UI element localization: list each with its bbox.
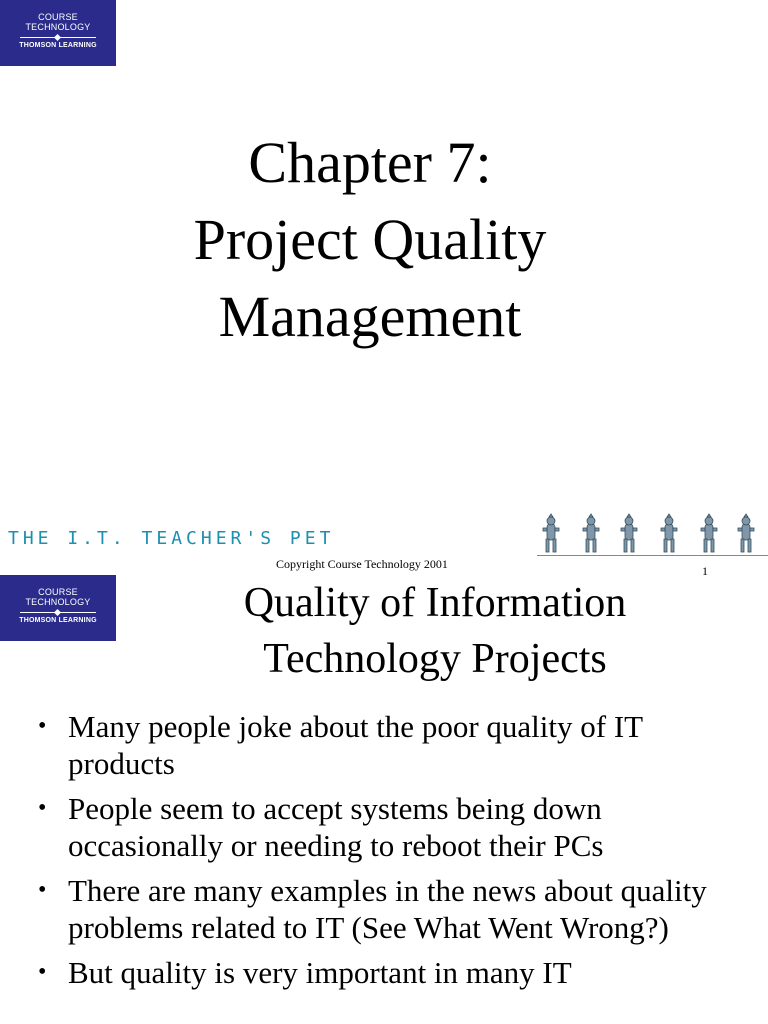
bullet-icon: • [38, 877, 47, 903]
robot-dog-icon [661, 514, 677, 552]
bullet-text: People seem to accept systems being down occasionally or needing to reboot their PCs [68, 791, 604, 863]
copyright-notice: Copyright Course Technology 2001 [276, 557, 448, 571]
robot-dog-mascot-row [538, 510, 768, 555]
logo-line-2: TECHNOLOGY [25, 597, 91, 607]
bullet-item [38, 790, 748, 864]
title-line: Management [218, 284, 522, 349]
logo-divider [20, 37, 96, 38]
logo-line-1: COURSE [38, 587, 78, 597]
bullet-icon: • [38, 795, 47, 821]
robot-dog-icon [738, 514, 754, 552]
logo-line-3: THOMSON LEARNING [19, 42, 97, 49]
slide-1-title [0, 124, 740, 355]
footer-rule [537, 555, 768, 556]
slide-2-title [150, 575, 720, 687]
bullet-item [38, 954, 748, 991]
title-line: Quality of Information [243, 580, 627, 626]
logo-line-3: THOMSON LEARNING [19, 617, 97, 624]
slide-2 [0, 575, 768, 1024]
bullet-text: There are many examples in the news about quality problems related to IT (See What Went Wrong?) [68, 873, 707, 945]
logo-line-2: TECHNOLOGY [25, 22, 91, 32]
logo-diamond-icon [54, 34, 61, 41]
bullet-icon: • [38, 959, 47, 985]
logo-divider [20, 612, 96, 613]
logo-diamond-icon [54, 609, 61, 616]
robot-dog-icon [583, 514, 599, 552]
bullet-item [38, 708, 748, 782]
course-technology-logo [0, 0, 116, 66]
bullet-text: Many people joke about the poor quality of IT products [68, 709, 643, 781]
title-line: Chapter 7: [248, 130, 492, 195]
logo-line-1: COURSE [38, 12, 78, 22]
title-line: Project Quality [193, 207, 547, 272]
robot-dog-icon [543, 514, 559, 552]
page-number: 1 [702, 564, 708, 575]
bullet-text: But quality is very important in many IT [68, 955, 572, 990]
bullet-list [38, 708, 748, 999]
bullet-item [38, 872, 748, 946]
robot-dog-icon [621, 514, 637, 552]
teachers-pet-tagline: THE I.T. TEACHER'S PET [8, 528, 335, 549]
course-technology-logo [0, 575, 116, 641]
title-line: Technology Projects [263, 636, 607, 682]
bullet-icon: • [38, 713, 47, 739]
robot-dog-icon [701, 514, 717, 552]
